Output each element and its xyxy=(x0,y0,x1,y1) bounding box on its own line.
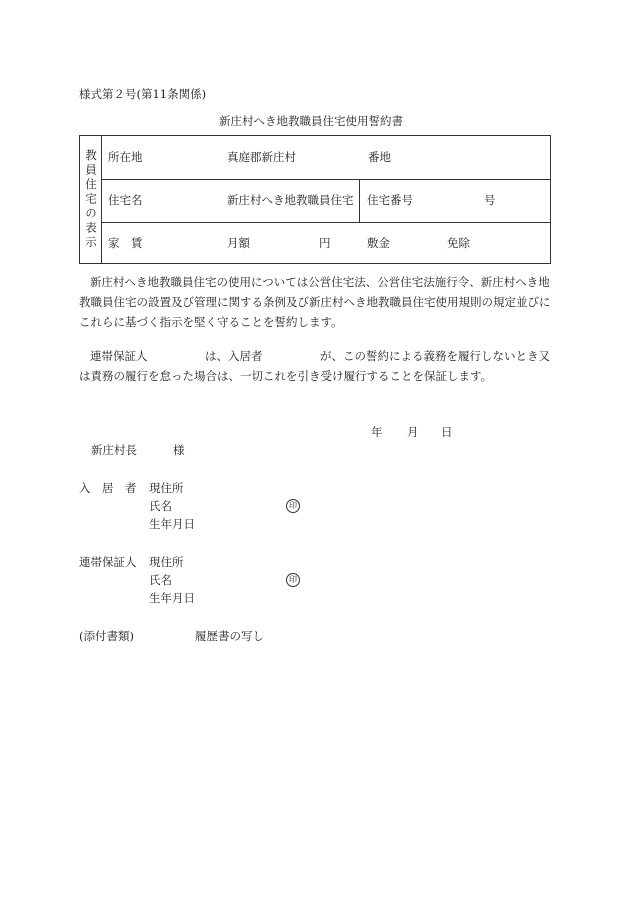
date-month: 月 xyxy=(407,425,419,439)
date-year: 年 xyxy=(371,425,383,439)
table-label-column xyxy=(80,136,102,263)
attachments-label: (添付書類) xyxy=(79,629,134,643)
form-number: 様式第２号(第11条関係) xyxy=(79,87,207,101)
attachments-item: 履歴書の写し xyxy=(195,629,264,643)
table-row-divider-1 xyxy=(102,179,550,180)
guarantor-address-label: 現住所 xyxy=(149,555,184,569)
table-column-divider xyxy=(359,179,360,222)
table-row-divider-2 xyxy=(102,222,550,223)
rent-label: 家 賃 xyxy=(108,236,143,250)
location-label: 所在地 xyxy=(108,150,143,164)
resident-name-label: 氏名 xyxy=(149,499,172,513)
resident-role: 入 居 者 xyxy=(79,481,137,495)
guarantor-role: 連帯保証人 xyxy=(79,555,137,569)
addressee-honorific: 様 xyxy=(173,443,185,457)
document-title: 新庄村へき地教職員住宅使用誓約書 xyxy=(219,114,403,128)
location-suffix: 番地 xyxy=(368,150,391,164)
guarantee-paragraph: 連帯保証人 は、入居者 が、この誓約による義務を履行しないとき又は責務の履行を怠った場合は、一切これを引き受け履行することを保証します。 xyxy=(79,349,550,383)
guarantor-seal-mark: 印 xyxy=(286,573,300,587)
location-value: 真庭郡新庄村 xyxy=(227,150,296,164)
addressee-name: 新庄村長 xyxy=(91,443,137,457)
resident-seal-mark: 印 xyxy=(286,499,300,513)
pledge-paragraph: 新庄村へき地教職員住宅の使用については公営住宅法、公営住宅法施行令、新庄村へき地教職員住宅の設置及び管理に関する条例及び新庄村へき地教職員住宅使用規則の規定並びにこれらに基づく指示を堅く守ることを誓約します。 xyxy=(79,275,551,329)
house-name-label: 住宅名 xyxy=(108,193,143,207)
monthly-label: 月額 xyxy=(227,236,250,250)
guarantor-name-label: 氏名 xyxy=(149,573,172,587)
resident-address-label: 現住所 xyxy=(149,481,184,495)
house-name-value: 新庄村へき地教職員住宅 xyxy=(227,193,354,207)
housing-info-table xyxy=(79,135,551,264)
table-vertical-label: 教員住宅の表示 xyxy=(84,149,98,251)
deposit-label: 敷金 xyxy=(367,236,390,250)
yen-label: 円 xyxy=(319,236,331,250)
house-number-suffix: 号 xyxy=(484,193,496,207)
date-day: 日 xyxy=(441,425,453,439)
house-number-label: 住宅番号 xyxy=(367,193,413,207)
exempt-label: 免除 xyxy=(447,236,470,250)
resident-birthdate-label: 生年月日 xyxy=(149,517,195,531)
guarantor-birthdate-label: 生年月日 xyxy=(149,591,195,605)
